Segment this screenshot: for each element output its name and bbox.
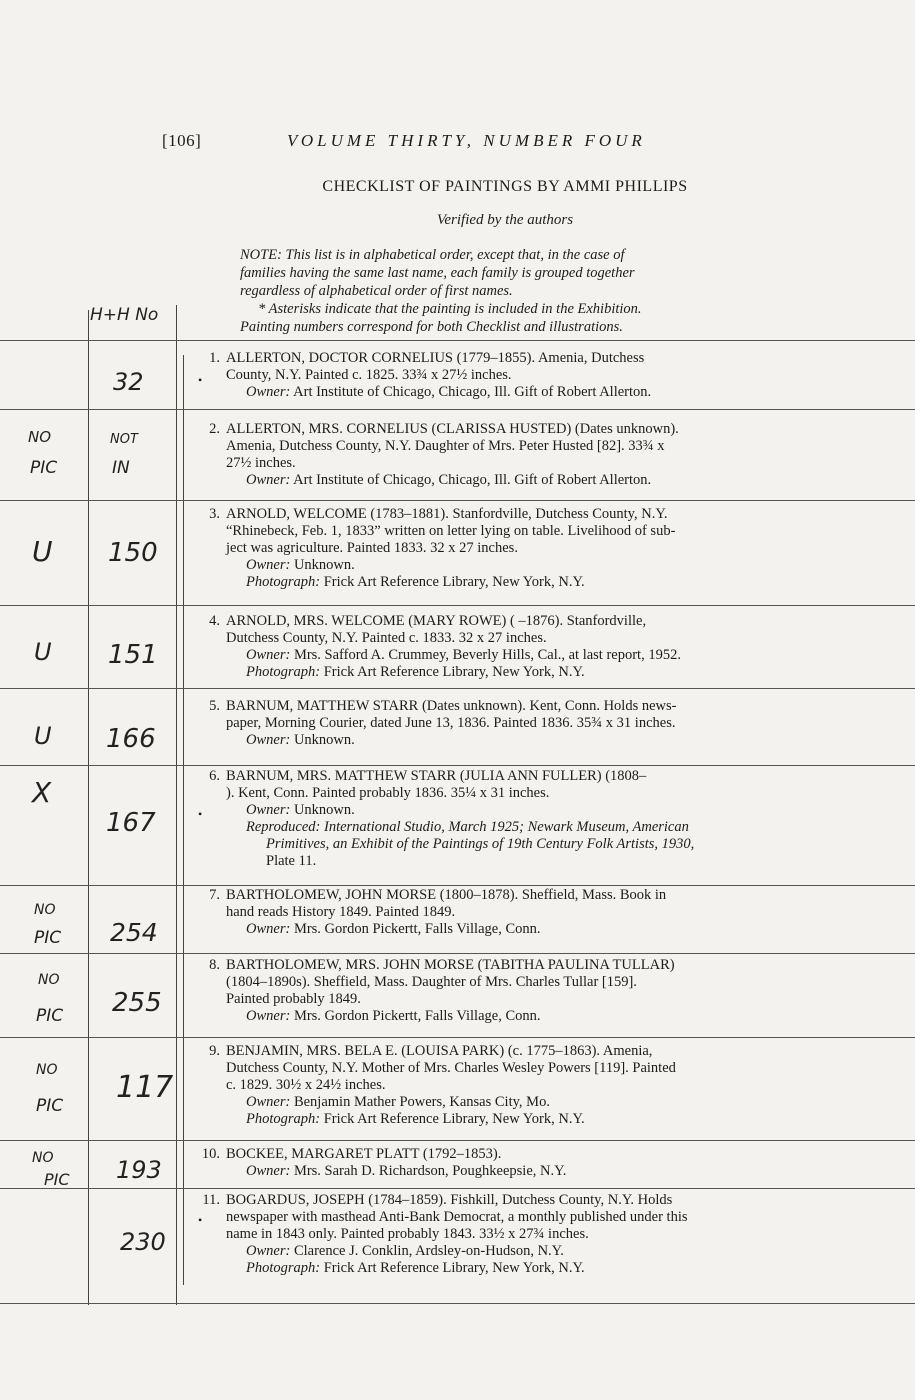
page-number: [106] [162,131,202,150]
handwritten-note: NO [28,428,52,446]
checklist-title: CHECKLIST OF PAINTINGS BY AMMI PHILLIPS [322,178,688,195]
column-rule-entries [183,355,184,1285]
entry-owner [226,1243,855,1260]
entry-line: BENJAMIN, MRS. BELA E. (LOUISA PARK) (c. 1775–1863). Amenia, [226,1043,653,1059]
handwritten-number: 150 [108,538,158,568]
row-rule [0,1037,915,1038]
entry-body [226,698,855,749]
handwritten-note: PIC [36,1096,64,1116]
entry-line: paper, Morning Courier, dated June 13, 1836. Painted 1836. 35¾ x 31 inches. [226,715,676,731]
entry-number: 5. [209,698,220,714]
row-rule [0,1188,915,1189]
row-rule [0,605,915,606]
note-block [240,246,780,336]
handwritten-number: 255 [112,988,162,1018]
owner-value: Art Institute of Chicago, Chicago, Ill. Gift of Robert Allerton. [293,472,652,488]
handwritten-note: U [34,722,52,750]
entry-line: BARNUM, MRS. MATTHEW STARR (JULIA ANN FULLER) (1808– [226,768,647,784]
owner-value: Unknown. [293,802,355,818]
handwritten-number: 167 [106,808,156,838]
handwritten-note: NO [32,1150,54,1166]
owner-value: Unknown. [293,732,355,748]
handwritten-number: 193 [116,1156,162,1184]
entry-body [226,887,855,938]
row-rule [0,340,915,341]
entry-line: name in 1843 only. Painted probably 1843. 33½ x 27¾ inches. [226,1226,589,1242]
row-rule [0,500,915,501]
entry-number: 10. [201,1146,220,1162]
checklist-subtitle: Verified by the authors [436,212,574,228]
owner-value: Mrs. Gordon Pickertt, Falls Village, Conn. [293,1008,541,1024]
entry-number: 3. [209,506,220,522]
entry-owner [226,802,855,819]
note-line: families having the same last name, each family is grouped together [240,265,635,281]
row-rule [0,1303,915,1304]
handwritten-number: 117 [116,1070,174,1105]
entry-owner [226,1163,855,1180]
reproduced-continuation: Primitives, an Exhibit of the Paintings of 19th Century Folk Artists, 1930, [266,836,695,852]
entry-line: BARTHOLOMEW, MRS. JOHN MORSE (TABITHA PAULINA TULLAR) [226,957,675,973]
owner-value: Clarence J. Conklin, Ardsley-on-Hudson, N.Y. [293,1243,564,1259]
entry-line: Dutchess County, N.Y. Painted c. 1833. 32 x 27 inches. [226,630,547,646]
entry-line: 27½ inches. [226,455,296,471]
entry-line: ARNOLD, MRS. WELCOME (MARY ROWE) ( –1876). Stanfordville, [226,613,647,629]
exhibition-asterisk: • [198,807,203,821]
entry-body [226,506,855,591]
entry-body [226,350,855,401]
entry-owner [226,472,855,489]
entry-line: “Rhinebeck, Feb. 1, 1833” written on letter lying on table. Livelihood of sub- [226,523,676,539]
handwritten-number: 166 [106,724,156,754]
entry-line: BOCKEE, MARGARET PLATT (1792–1853). [226,1146,502,1162]
owner-value: Mrs. Gordon Pickertt, Falls Village, Conn. [293,921,541,937]
entry-number: 1. [209,350,220,366]
entry-line: Painted probably 1849. [226,991,361,1007]
handwritten-number: 151 [108,640,158,670]
entry-body [226,613,855,681]
owner-label: Owner: [246,384,291,400]
entry-photograph [226,664,855,681]
entry-number: 11. [202,1192,220,1208]
handwritten-note: PIC [30,458,58,478]
owner-label: Owner: [246,647,291,663]
owner-label: Owner: [246,1243,291,1259]
owner-label: Owner: [246,732,291,748]
entry-number: 2. [209,421,220,437]
owner-label: Owner: [246,1163,291,1179]
entry-owner [226,921,855,938]
entry-line: ARNOLD, WELCOME (1783–1881). Stanfordville, Dutchess County, N.Y. [226,506,668,522]
entry-number: 9. [209,1043,220,1059]
entry-line: BARTHOLOMEW, JOHN MORSE (1800–1878). Sheffield, Mass. Book in [226,887,667,903]
entry-owner [226,732,855,749]
handwritten-note: NO [36,1062,58,1078]
row-rule [0,953,915,954]
entry-number: 4. [209,613,220,629]
owner-label: Owner: [246,1094,291,1110]
entry-owner [226,1094,855,1111]
column-rule-middle [176,305,177,1305]
handwritten-note: PIC [44,1170,70,1189]
photograph-value: Frick Art Reference Library, New York, N.Y. [323,664,585,680]
exhibition-asterisk: • [198,373,203,387]
reproduced-continuation: Plate 11. [266,853,317,869]
handwritten-column-header: H+H No [90,305,159,325]
entry-line: hand reads History 1849. Painted 1849. [226,904,456,920]
entry-line: (1804–1890s). Sheffield, Mass. Daughter of Mrs. Charles Tullar [159]. [226,974,637,990]
note-line: NOTE: This list is in alphabetical order, except that, in the case of [240,247,625,263]
volume-title: VOLUME THIRTY, NUMBER FOUR [287,131,646,150]
entry-photograph [226,1260,855,1277]
handwritten-note: U [34,638,52,666]
entry-body [226,957,855,1025]
owner-value: Mrs. Sarah D. Richardson, Poughkeepsie, N.Y. [293,1163,567,1179]
handwritten-note: X [32,776,52,809]
entry-body [226,1043,855,1128]
photograph-value: Frick Art Reference Library, New York, N.Y. [323,1111,585,1127]
photograph-value: Frick Art Reference Library, New York, N.Y. [323,1260,585,1276]
row-rule [0,1140,915,1141]
entry-line: ALLERTON, MRS. CORNELIUS (CLARISSA HUSTED) (Dates unknown). [226,421,679,437]
note-line: regardless of alphabetical order of first names. [240,283,513,299]
entry-line: ALLERTON, DOCTOR CORNELIUS (1779–1855). Amenia, Dutchess [226,350,645,366]
entry-line: BARNUM, MATTHEW STARR (Dates unknown). Kent, Conn. Holds news- [226,698,677,714]
handwritten-note: NO [34,902,56,918]
photograph-value: Frick Art Reference Library, New York, N.Y. [323,574,585,590]
row-rule [0,765,915,766]
entry-body [226,421,855,489]
handwritten-note: PIC [36,1006,64,1026]
row-rule [0,688,915,689]
handwritten-number: 254 [110,918,158,947]
owner-value: Unknown. [293,557,355,573]
owner-value: Benjamin Mather Powers, Kansas City, Mo. [293,1094,550,1110]
entry-owner [226,1008,855,1025]
row-rule [0,409,915,410]
photograph-label: Photograph: [246,574,321,590]
owner-label: Owner: [246,802,291,818]
photograph-label: Photograph: [246,664,321,680]
entry-line: Dutchess County, N.Y. Mother of Mrs. Charles Wesley Powers [119]. Painted [226,1060,676,1076]
row-rule [0,885,915,886]
entry-body [226,768,855,870]
entry-line: County, N.Y. Painted c. 1825. 33¾ x 27½ inches. [226,367,512,383]
owner-label: Owner: [246,1008,291,1024]
owner-value: Art Institute of Chicago, Chicago, Ill. Gift of Robert Allerton. [293,384,652,400]
handwritten-number: 32 [113,368,144,396]
handwritten-number: NOT [110,432,138,447]
entry-body [226,1192,855,1277]
entry-line: ject was agriculture. Painted 1833. 32 x 27 inches. [226,540,518,556]
entry-number: 6. [209,768,220,784]
photograph-label: Photograph: [246,1260,321,1276]
entry-line: newspaper with masthead Anti-Bank Democrat, a monthly published under this [226,1209,688,1225]
entry-owner [226,384,855,401]
entry-line: ). Kent, Conn. Painted probably 1836. 35¼ x 31 inches. [226,785,550,801]
owner-label: Owner: [246,472,291,488]
entry-owner [226,647,855,664]
owner-label: Owner: [246,557,291,573]
handwritten-number: 230 [120,1228,166,1256]
note-line: * Asterisks indicate that the painting is included in the Exhibition. [258,301,642,317]
handwritten-number: IN [112,458,130,478]
note-line: Painting numbers correspond for both Checklist and illustrations. [240,319,623,335]
handwritten-note: NO [38,972,60,988]
photograph-label: Photograph: [246,1111,321,1127]
entry-line: c. 1829. 30½ x 24½ inches. [226,1077,386,1093]
entry-number: 8. [209,957,220,973]
owner-value: Mrs. Safford A. Crummey, Beverly Hills, Cal., at last report, 1952. [293,647,681,663]
entry-photograph [226,1111,855,1128]
column-rule-left [88,310,89,1305]
entry-body [226,1146,855,1180]
entry-owner [226,557,855,574]
exhibition-asterisk: • [198,1213,203,1227]
entry-number: 7. [209,887,220,903]
reproduced-value: International Studio, March 1925; Newark Museum, American [323,819,689,835]
handwritten-note: PIC [34,928,62,948]
entry-reproduced [226,819,855,836]
reproduced-label: Reproduced: [246,819,321,835]
owner-label: Owner: [246,921,291,937]
entry-line: BOGARDUS, JOSEPH (1784–1859). Fishkill, Dutchess County, N.Y. Holds [226,1192,673,1208]
entry-photograph [226,574,855,591]
handwritten-note: U [32,535,53,568]
entry-line: Amenia, Dutchess County, N.Y. Daughter of Mrs. Peter Husted [82]. 33¾ x [226,438,665,454]
